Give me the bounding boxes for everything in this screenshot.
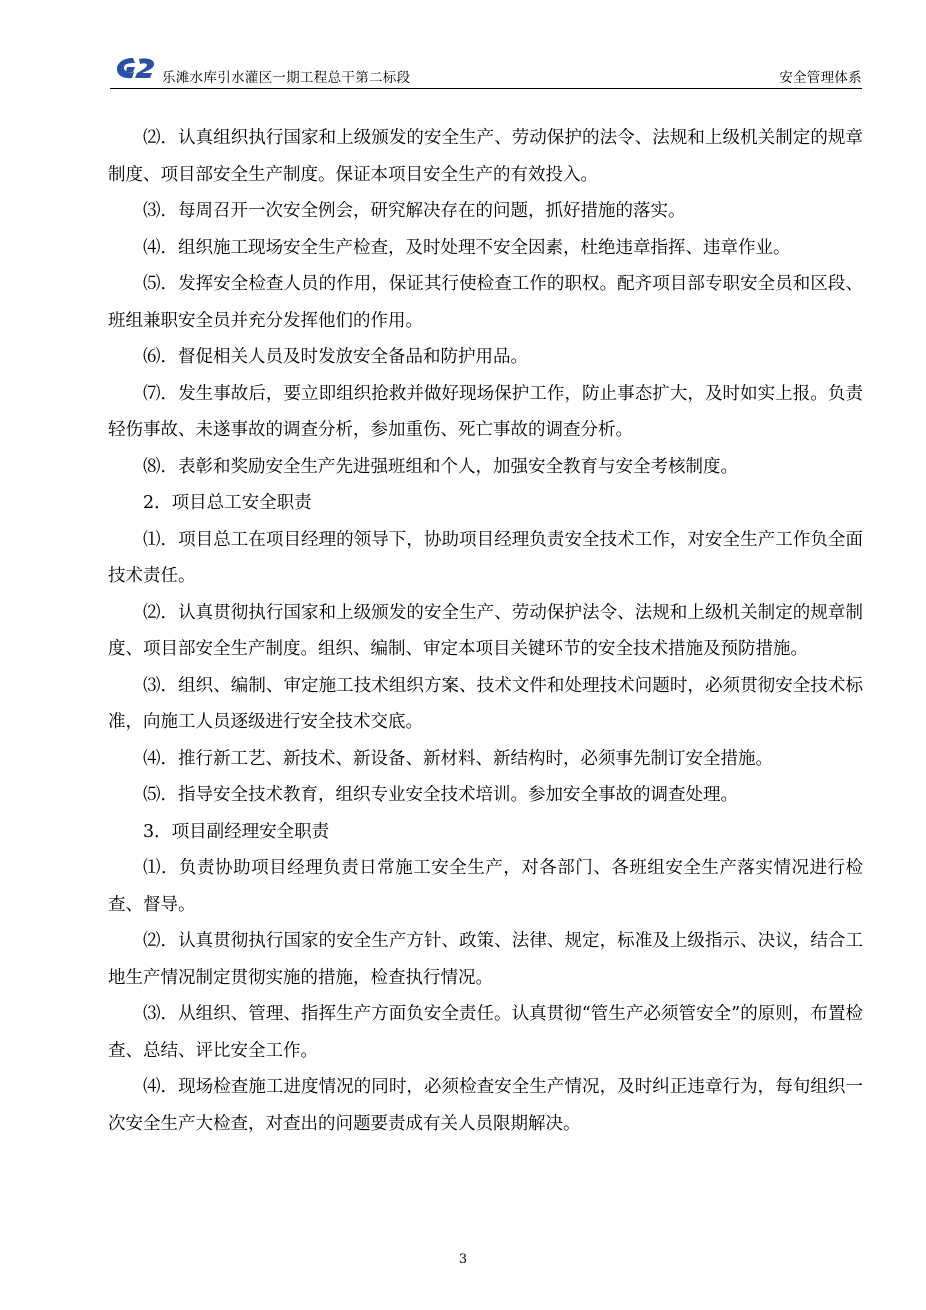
paragraph: ⑸．指导安全技术教育，组织专业安全技术培训。参加安全事故的调查处理。: [143, 785, 738, 805]
paragraph: ⑸．发挥安全检查人员的作用，保证其行使检查工作的职权。配齐项目部专职安全员和区段、班组兼职安全员并充分发挥他们的作用。: [108, 274, 863, 331]
company-logo-icon: [115, 55, 157, 81]
paragraph: ⑶．从组织、管理、指挥生产方面负安全责任。认真贯彻“管生产必须管安全”的原则，布置检查、总结、评比安全工作。: [108, 1004, 863, 1061]
header-section-title: 安全管理体系: [779, 70, 862, 86]
header-project-title: 乐滩水库引水灌区一期工程总干第二标段: [162, 70, 411, 86]
paragraph: ⑷．组织施工现场安全生产检查，及时处理不安全因素，杜绝违章指挥、违章作业。: [143, 237, 791, 258]
paragraph: ⑴．项目总工在项目经理的领导下，协助项目经理负责安全技术工作，对安全生产工作负全面技术责任。: [108, 529, 863, 586]
paragraph: ⑺．发生事故后，要立即组织抢救并做好现场保护工作，防止事态扩大，及时如实上报。负责轻伤事故、未遂事故的调查分析，参加重伤、死亡事故的调查分析。: [108, 383, 863, 440]
section-heading: 3．项目副经理安全职责: [143, 821, 330, 842]
paragraph: ⑹．督促相关人员及时发放安全备品和防护用品。: [143, 347, 528, 367]
paragraph: ⑵．认真贯彻执行国家和上级颁发的安全生产、劳动保护法令、法规和上级机关制定的规章制度、项目部安全生产制度。组织、编制、审定本项目关键环节的安全技术措施及预防措施。: [108, 602, 863, 659]
paragraph: ⑴．负责协助项目经理负责日常施工安全生产，对各部门、各班组安全生产落实情况进行检查、督导。: [108, 858, 863, 915]
paragraph: ⑶．组织、编制、审定施工技术组织方案、技术文件和处理技术问题时，必须贯彻安全技术标准，向施工人员逐级进行安全技术交底。: [108, 675, 863, 732]
paragraph: ⑵．认真贯彻执行国家的安全生产方针、政策、法律、规定，标准及上级指示、决议，结合工地生产情况制定贯彻实施的措施，检查执行情况。: [108, 931, 863, 988]
paragraph: ⑷．现场检查施工进度情况的同时，必须检查安全生产情况，及时纠正违章行为，每旬组织一次安全生产大检查，对查出的问题要责成有关人员限期解决。: [108, 1077, 863, 1134]
page-number: 3: [458, 1252, 468, 1267]
document-body: [108, 120, 863, 1142]
logo-text: G2: [115, 55, 117, 56]
paragraph: ⑵．认真组织执行国家和上级颁发的安全生产、劳动保护的法令、法规和上级机关制定的规章制度、项目部安全生产制度。保证本项目安全生产的有效投入。: [108, 128, 863, 185]
section-heading: 2．项目总工安全职责: [143, 493, 312, 513]
paragraph: ⑶．每周召开一次安全例会，研究解决存在的问题，抓好措施的落实。: [143, 201, 686, 221]
paragraph: ⑻．表彰和奖励安全生产先进强班组和个人，加强安全教育与安全考核制度。: [143, 456, 738, 477]
paragraph: ⑷．推行新工艺、新技术、新设备、新材料、新结构时，必须事先制订安全措施。: [143, 748, 773, 769]
page-header: [110, 52, 862, 89]
